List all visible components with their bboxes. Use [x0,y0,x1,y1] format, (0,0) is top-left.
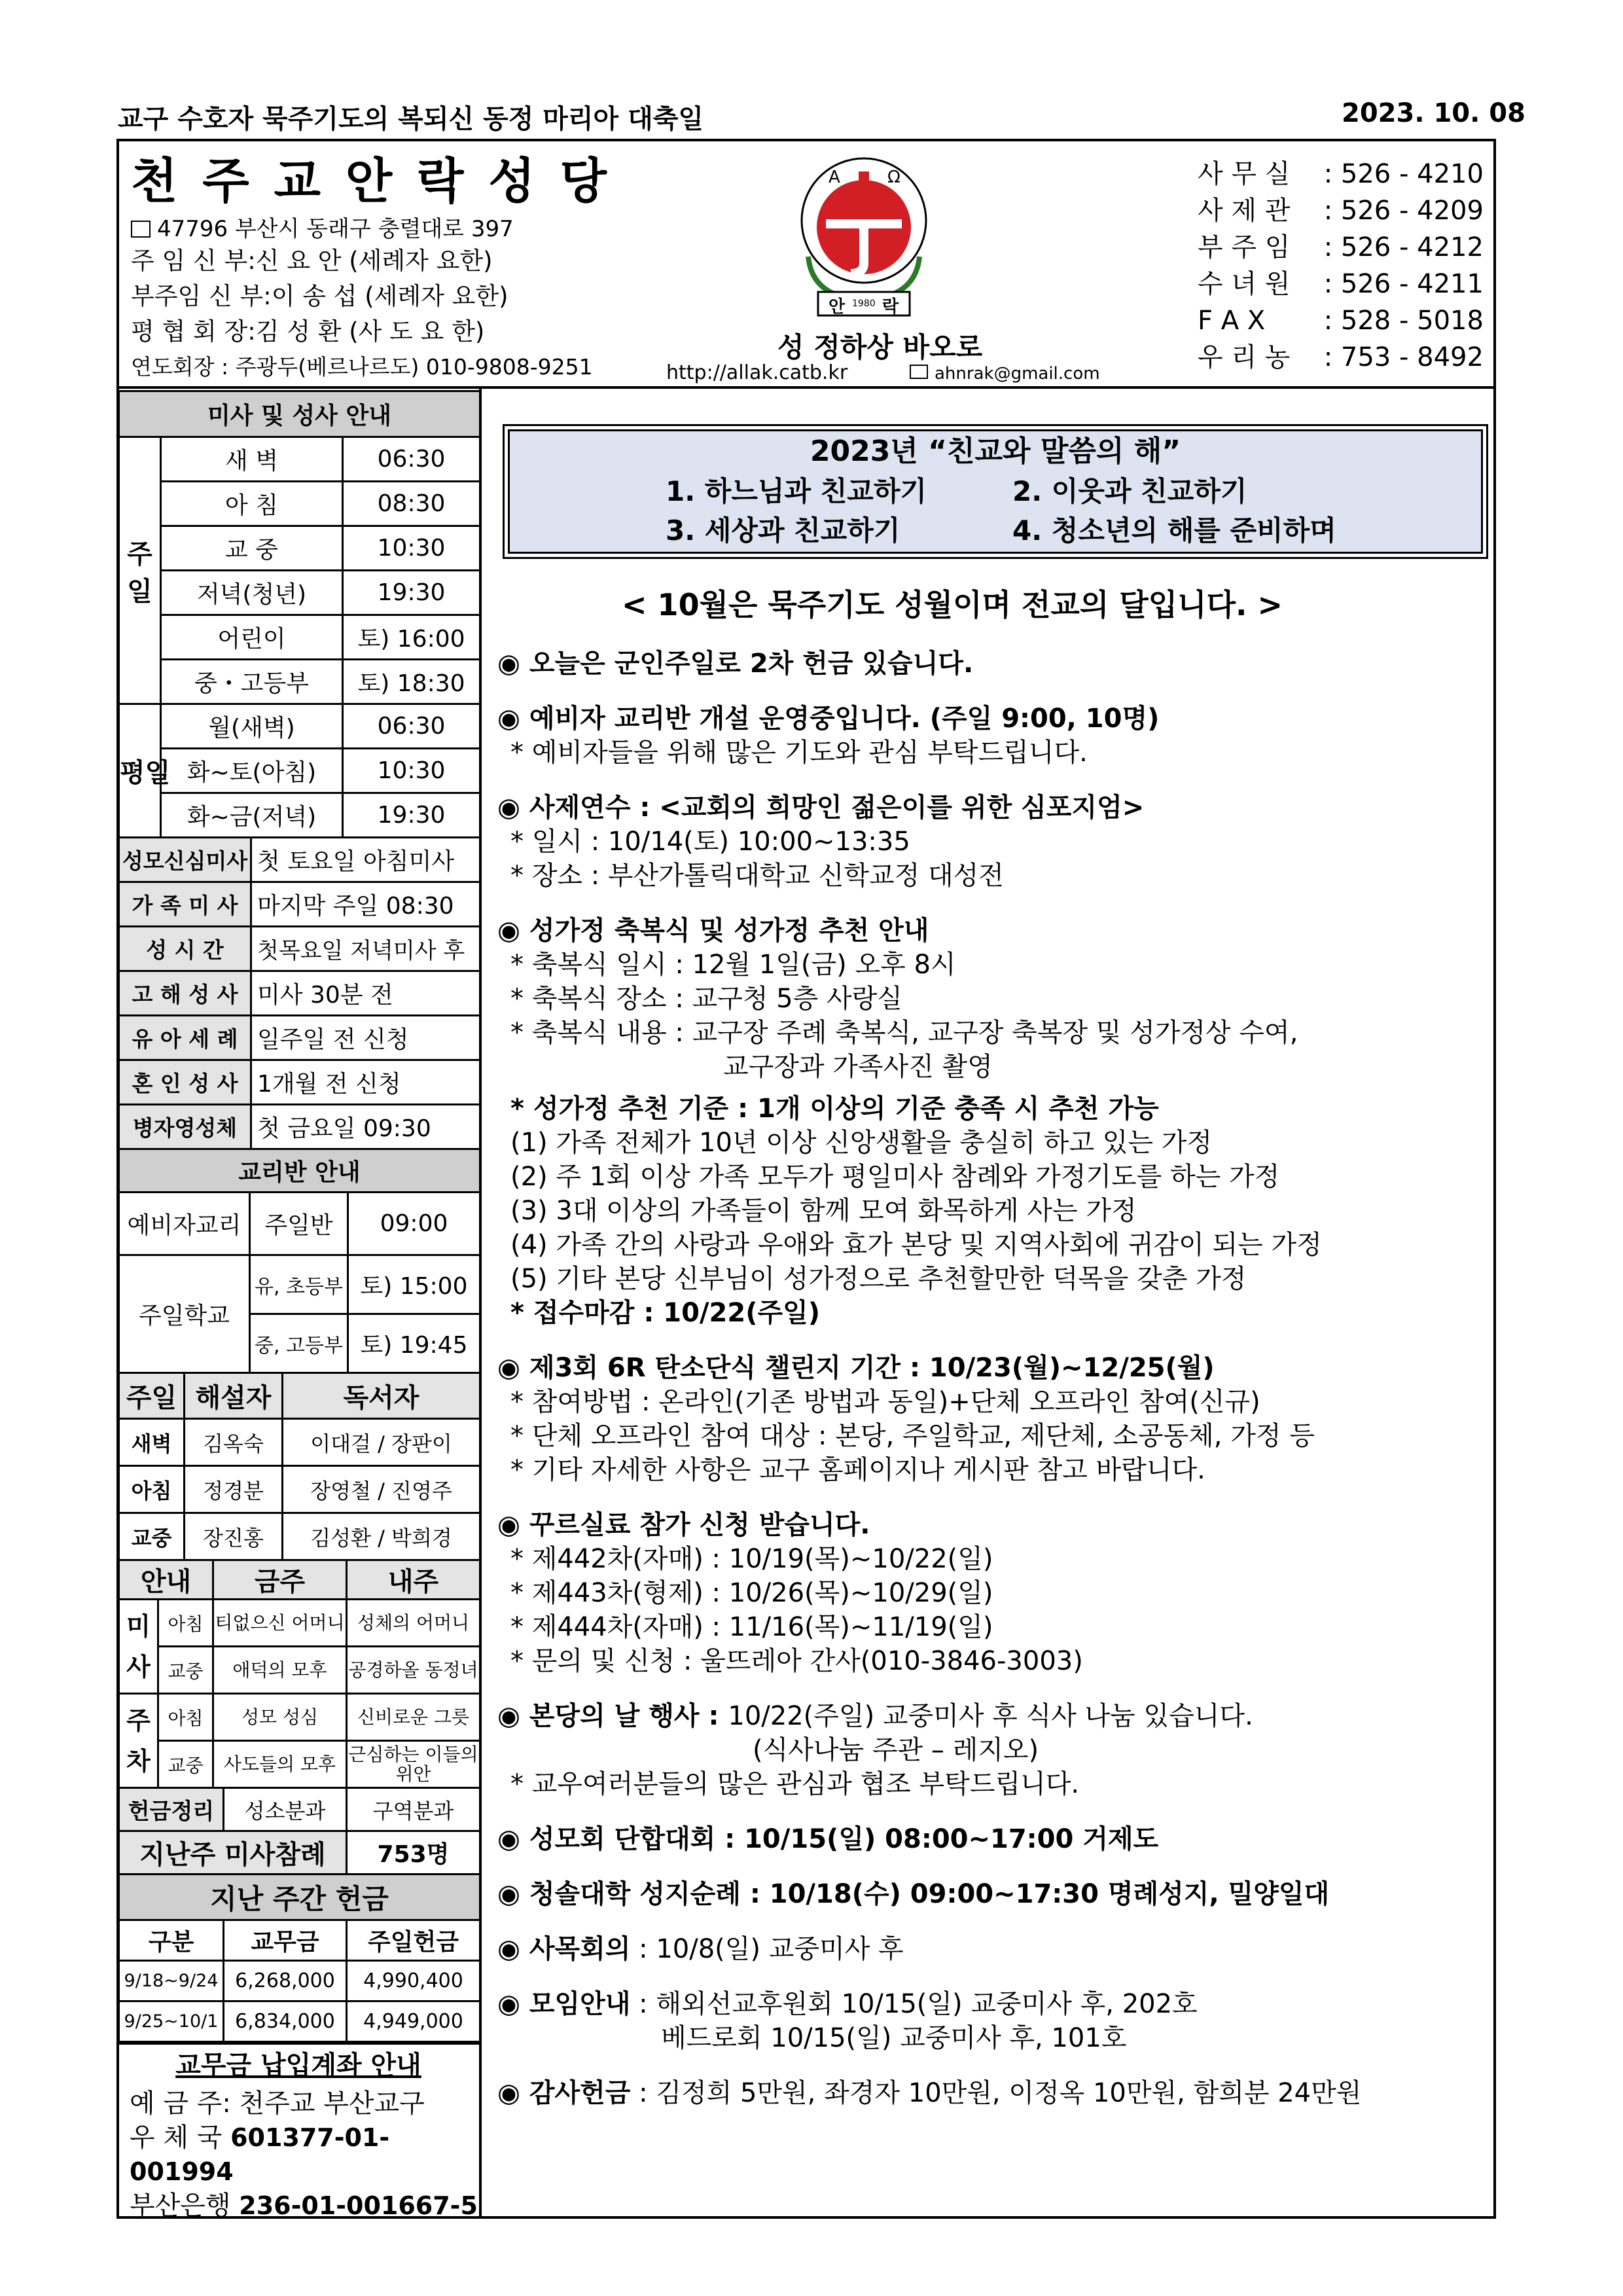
mass-time: 토) 16:00 [343,615,480,660]
reader-commentator: 김옥숙 [185,1419,283,1466]
offering-clean-table [118,1787,481,1832]
account-label: 예 금 주: [130,2089,231,2119]
bullet-icon: ◉ [497,1934,520,1964]
bullet-icon: ◉ [497,793,520,823]
guide-table [118,1559,481,1789]
readers-head: 해설자 [185,1373,283,1419]
offering-clean-this: 성소분과 [224,1788,347,1831]
catechism-day: 주일반 [250,1193,348,1255]
logo-right-char: 락 [882,297,899,317]
announcement [497,647,1486,681]
ym-label: 연도회장 : [131,354,229,380]
catechism-name: 예비자교리 [119,1193,250,1255]
offering-head: 구분 [119,1920,224,1961]
council-label: 평 협 회 장: [131,317,256,346]
reader-names: 이대걸 / 장판이 [283,1419,480,1466]
pastor-label: 주 임 신 부: [131,247,256,275]
contact-value: 753 - 8492 [1340,342,1484,372]
catechism-name: 주일학교 [119,1255,250,1373]
contact-value: 528 - 5018 [1340,306,1484,336]
contact-row: 사 제 관 : 526 - 4209 [1198,192,1484,229]
bullet-icon: ◉ [497,1353,520,1383]
mass-time: 10:30 [343,526,480,571]
sacrament-value: 1개월 전 신청 [251,1060,480,1105]
guide-mass: 아침 [158,1694,213,1741]
account-title: 교무금 납입계좌 안내 [175,2051,421,2081]
sacrament-value: 첫 토요일 아침미사 [251,838,480,882]
guide-next: 신비로운 그릇 [347,1694,480,1741]
mass-time: 19:30 [343,571,480,615]
logo-year: 1980 [852,298,876,309]
sacrament-name: 성모신심미사 [119,838,251,882]
announcement-subtitle: * 성가정 추천 기준 : 1개 이상의 기준 충족 시 추천 가능 [510,1094,1159,1124]
guide-mass-label: 미사 [119,1600,158,1694]
contact-value: 526 - 4210 [1340,159,1484,189]
announcement-line: (식사나눔 주관 – 레지오) [753,1735,1039,1765]
mass-time: 08:30 [343,482,480,526]
account-row [130,2121,479,2189]
guide-next: 근심하는 이들의 위안 [347,1741,480,1788]
guide-mass: 교중 [158,1647,213,1694]
announcement [497,791,1486,893]
account-row [130,2189,479,2223]
bullet-icon: ◉ [497,1879,520,1909]
mass-name: 월(새벽) [161,704,343,749]
website-link[interactable]: http://allak.catb.kr [666,361,848,384]
announcement-detail: : 10/8(일) 교중미사 후 [630,1934,904,1964]
weekday-label: 평일 [119,704,161,838]
contact-row: 사 무 실 : 526 - 4210 [1198,156,1484,192]
contact-row: 수 녀 원 : 526 - 4211 [1198,266,1484,302]
announcement-line: * 단체 오프라인 참여 대상 : 본당, 주일학교, 제단체, 소공동체, 가정 등 [510,1421,1315,1451]
announcement-line: * 제444차(자매) : 11/16(목)~11/19(일) [510,1612,993,1642]
mass-schedule-table [118,390,481,838]
announcement-line: 베드로회 10/15(일) 교중미사 후, 101호 [661,2023,1127,2053]
sacrament-name: 혼 인 성 사 [119,1060,251,1105]
bullet-icon: ◉ [497,1824,520,1854]
announcement-detail: : 10/15(일) 08:00~17:00 거제도 [715,1824,1159,1854]
announcement [497,702,1486,770]
mass-name: 아 침 [161,482,343,526]
offering-sunday: 4,990,400 [347,1961,480,2001]
account-label: 부산은행 [130,2191,231,2221]
contact-label: 사 제 관 [1198,196,1291,226]
guide-head: 안내 [119,1560,213,1600]
catechism-title: 교리반 안내 [119,1149,480,1193]
parish-logo [772,145,955,329]
guide-head: 내주 [347,1560,480,1600]
sunday-label: 주일 [119,437,161,704]
bullet-icon: ◉ [497,1989,520,2019]
theme-box [503,424,1488,559]
catechism-time: 토) 19:45 [348,1314,480,1373]
monthly-headline: < 10월은 묵주기도 성월이며 전교의 달입니다. > [622,587,1283,622]
announcement [497,1699,1486,1801]
catechism-group: 유, 초등부 [250,1255,348,1314]
reader-mass: 새벽 [119,1419,185,1466]
mass-name: 교 중 [161,526,343,571]
parish-name: 천 주 교 안 락 성 당 [131,153,611,209]
logo-omega: Ω [887,168,901,187]
contact-label: 부 주 임 [1198,232,1291,262]
announcement-title: 꾸르실료 참가 신청 받습니다. [529,1510,870,1540]
account-value: 601377-01-001994 [130,2123,390,2186]
announcement-line: * 문의 및 신청 : 울뜨레아 간사(010-3846-3003) [510,1646,1083,1676]
mass-time: 06:30 [343,704,480,749]
announcement [497,1508,1486,1678]
guide-next: 성체의 어머니 [347,1600,480,1647]
contact-list [1198,156,1484,376]
account-row [130,2087,479,2121]
council-name: 김 성 환 (사 도 요 한) [255,317,485,346]
announcement-line: (4) 가족 간의 사랑과 우애와 효가 본당 및 지역사회에 귀감이 되는 가정 [510,1230,1322,1260]
mass-name: 화~토(아침) [161,749,343,793]
reader-commentator: 장진홍 [185,1513,283,1560]
announcement-title: 본당의 날 행사 : [529,1701,719,1731]
offering-dues: 6,268,000 [224,1961,347,2001]
reader-mass: 교중 [119,1513,185,1560]
sacrament-name: 성 시 간 [119,927,251,971]
guide-this: 성모 성심 [213,1694,347,1741]
theme-item: 2. 이웃과 친교하기 [1012,475,1247,507]
account-box [118,2043,479,2223]
offering-clean-label: 헌금정리 [119,1788,224,1831]
announcement-detail: : 김정희 5만원, 좌경자 10만원, 이정옥 10만원, 함희분 24만원 [630,2078,1362,2108]
pastor-name: 신 요 안 (세례자 요한) [255,247,493,275]
guide-head: 금주 [213,1560,347,1600]
sacrament-name: 가 족 미 사 [119,882,251,927]
sacrament-value: 첫목요일 저녁미사 후 [251,927,480,971]
sacrament-value: 첫 금요일 09:30 [251,1105,480,1149]
contact-row: F A X : 528 - 5018 [1198,302,1484,339]
patron-name: 성 정하상 바오로 [777,331,983,363]
sacrament-value: 일주일 전 신청 [251,1016,480,1060]
mass-title: 미사 및 성사 안내 [119,391,480,437]
announcement-line: * 제442차(자매) : 10/19(목)~10/22(일) [510,1544,993,1574]
announcement-line: * 일시 : 10/14(토) 10:00~13:35 [510,827,910,857]
email-link[interactable] [910,364,1100,384]
reader-mass: 아침 [119,1466,185,1513]
announcement-title: 성가정 축복식 및 성가정 추천 안내 [529,916,929,946]
guide-this: 사도들의 모후 [213,1741,347,1788]
logo-alpha: A [829,168,840,187]
announcement-line: * 제443차(형제) : 10/26(목)~10/29(일) [510,1578,993,1608]
contact-row: 우 리 농 : 753 - 8492 [1198,339,1484,376]
announcement-line: * 기타 자세한 사항은 교구 홈페이지나 게시판 참고 바랍니다. [510,1455,1205,1485]
theme-title: 2023년 “친교와 말씀의 해” [810,435,1181,468]
announcement-title: 모임안내 [529,1989,631,2019]
guide-this: 애덕의 모후 [213,1647,347,1694]
announcement-title: 예비자 교리반 개설 운영중입니다. (주일 9:00, 10명) [529,704,1160,734]
assistant-label: 부주임 신 부: [131,282,272,310]
announcement-line: * 참여방법 : 온라인(기존 방법과 동일)+단체 오프라인 참여(신규) [510,1387,1260,1417]
announcement [497,1351,1486,1487]
contact-row: 부 주 임 : 526 - 4212 [1198,229,1484,266]
catechism-group: 중, 고등부 [250,1314,348,1373]
account-value: 천주교 부산교구 [239,2089,425,2119]
announcement [497,2076,1486,2110]
catechism-time: 토) 15:00 [348,1255,480,1314]
mass-name: 중・고등부 [161,660,343,704]
assistant-name: 이 송 섭 (세례자 요한) [271,282,508,310]
mail-icon [131,221,151,238]
offering-title: 지난 주간 헌금 [119,1874,480,1920]
bullet-icon: ◉ [497,2078,520,2108]
address-text: 47796 부산시 동래구 충렬대로 397 [157,216,514,242]
guide-next: 공경하올 동정녀 [347,1647,480,1694]
readers-head: 주일 [119,1373,185,1419]
attendance-table [118,1830,481,1875]
mass-name: 화~금(저녁) [161,793,343,838]
catechism-time: 09:00 [348,1193,480,1255]
sacrament-name: 고 해 성 사 [119,971,251,1016]
announcement-title: 성모회 단합대회 [529,1824,716,1854]
announcement-line: * 축복식 장소 : 교구청 5층 사랑실 [510,984,902,1014]
mass-time: 10:30 [343,749,480,793]
contact-label: 우 리 농 [1198,342,1291,372]
mass-time: 06:30 [343,437,480,482]
announcement [497,1822,1486,1856]
announcement [497,1877,1486,1911]
announcement-line: * 접수마감 : 10/22(주일) [510,1298,821,1328]
sacrament-name: 유 아 세 례 [119,1016,251,1060]
contact-label: 사 무 실 [1198,159,1291,189]
announcement-title: 사제연수 : <교회의 희망인 젊은이를 위한 심포지엄> [529,793,1145,823]
envelope-icon [910,365,928,379]
announcement-line: (5) 기타 본당 신부님이 성가정으로 추천할만한 덕목을 갖춘 가정 [510,1264,1247,1294]
reader-names: 장영철 / 진영주 [283,1466,480,1513]
sidebar [118,390,479,2223]
announcement-line: * 교우여러분들의 많은 관심과 협조 부탁드립니다. [510,1769,1080,1799]
announcement-line: (3) 3대 이상의 가족들이 함께 모여 화목하게 사는 가정 [510,1196,1137,1226]
guide-mass: 아침 [158,1600,213,1647]
bullet-icon: ◉ [497,1510,520,1540]
offering-table [118,1873,481,2043]
theme-item: 1. 하느님과 친교하기 [666,475,927,507]
announcements [497,647,1486,2131]
announcement-detail: : 해외선교후원회 10/15(일) 교중미사 후, 202호 [630,1989,1198,2019]
clergy-list [131,243,593,385]
contact-value: 526 - 4211 [1340,269,1484,299]
readers-table [118,1372,481,1561]
sacrament-table [118,836,481,1150]
guide-mass: 교중 [158,1741,213,1788]
theme-item: 3. 세상과 친교하기 [666,514,901,547]
account-label: 우 체 국 [130,2123,223,2153]
announcement-title: 오늘은 군인주일로 2차 헌금 있습니다. [529,649,974,679]
bulletin-date: 2023. 10. 08 [1342,98,1525,128]
offering-period: 9/25~10/1 [119,2001,224,2042]
reader-commentator: 정경분 [185,1466,283,1513]
sacrament-value: 미사 30분 전 [251,971,480,1016]
contact-label: 수 녀 원 [1198,269,1291,299]
logo-left-char: 안 [829,297,846,317]
announcement-line: * 축복식 내용 : 교구장 주례 축복식, 교구장 축복장 및 성가정상 수여, [510,1018,1298,1048]
offering-clean-next: 구역분과 [347,1788,480,1831]
sacrament-name: 병자영성체 [119,1105,251,1149]
mass-name: 저녁(청년) [161,571,343,615]
announcement-detail: 10/22(주일) 교중미사 후 식사 나눔 있습니다. [728,1701,1253,1731]
announcement-line: (2) 주 1회 이상 가족 모두가 평일미사 참례와 가정기도를 하는 가정 [510,1162,1280,1192]
readers-head: 독서자 [283,1373,480,1419]
announcement-title: 제3회 6R 탄소단식 챌린지 기간 : 10/23(월)~12/25(월) [529,1353,1215,1383]
offering-dues: 6,834,000 [224,2001,347,2042]
bullet-icon: ◉ [497,649,520,679]
guide-this: 티없으신 어머니 [213,1600,347,1647]
ym-value: 주광두(베르나르도) 010-9808-9251 [235,354,593,380]
contact-value: 526 - 4209 [1340,196,1484,226]
feast-title: 교구 수호자 묵주기도의 복되신 동정 마리아 대축일 [118,104,704,134]
contact-label: F A X [1198,306,1266,336]
email-text: ahnrak@gmail.com [935,364,1100,384]
attendance-label: 지난주 미사참례 [119,1831,347,1874]
mass-time: 19:30 [343,793,480,838]
attendance-value: 753명 [347,1831,480,1874]
offering-sunday: 4,949,000 [347,2001,480,2042]
account-value: 236-01-001667-5 [239,2191,478,2220]
announcement-line: * 예비자들을 위해 많은 기도와 관심 부탁드립니다. [510,738,1088,768]
announcement-title: 청솔대학 성지순례 : 10/18(수) 09:00~17:30 명례성지, 밀양일대 [529,1879,1330,1909]
announcement [497,914,1486,1330]
offering-head: 교무금 [224,1920,347,1961]
mass-name: 새 벽 [161,437,343,482]
offering-period: 9/18~9/24 [119,1961,224,2001]
announcement-line: * 축복식 일시 : 12월 1일(금) 오후 8시 [510,950,956,980]
announcement [497,1932,1486,1966]
reader-names: 김성환 / 박희경 [283,1513,480,1560]
announcement-title: 사목회의 [529,1934,631,1964]
announcement-line: 교구장과 가족사진 촬영 [723,1052,993,1082]
bullet-icon: ◉ [497,1701,520,1731]
bullet-icon: ◉ [497,916,520,946]
bullet-icon: ◉ [497,704,520,734]
offering-head: 주일헌금 [347,1920,480,1961]
sacrament-value: 마지막 주일 08:30 [251,882,480,927]
header-divider [116,386,1496,389]
guide-server-label: 주차 [119,1694,158,1788]
announcement-line: * 장소 : 부산가톨릭대학교 신학교정 대성전 [510,861,1004,891]
address [131,211,514,243]
mass-name: 어린이 [161,615,343,660]
announcement [497,1987,1486,2055]
contact-value: 526 - 4212 [1340,232,1484,262]
theme-item: 4. 청소년의 해를 준비하며 [1012,514,1336,547]
catechism-table [118,1148,481,1374]
announcement-title: 감사헌금 [529,2078,631,2108]
announcement-line: (1) 가족 전체가 10년 이상 신앙생활을 충실히 하고 있는 가정 [510,1128,1213,1158]
mass-time: 토) 18:30 [343,660,480,704]
